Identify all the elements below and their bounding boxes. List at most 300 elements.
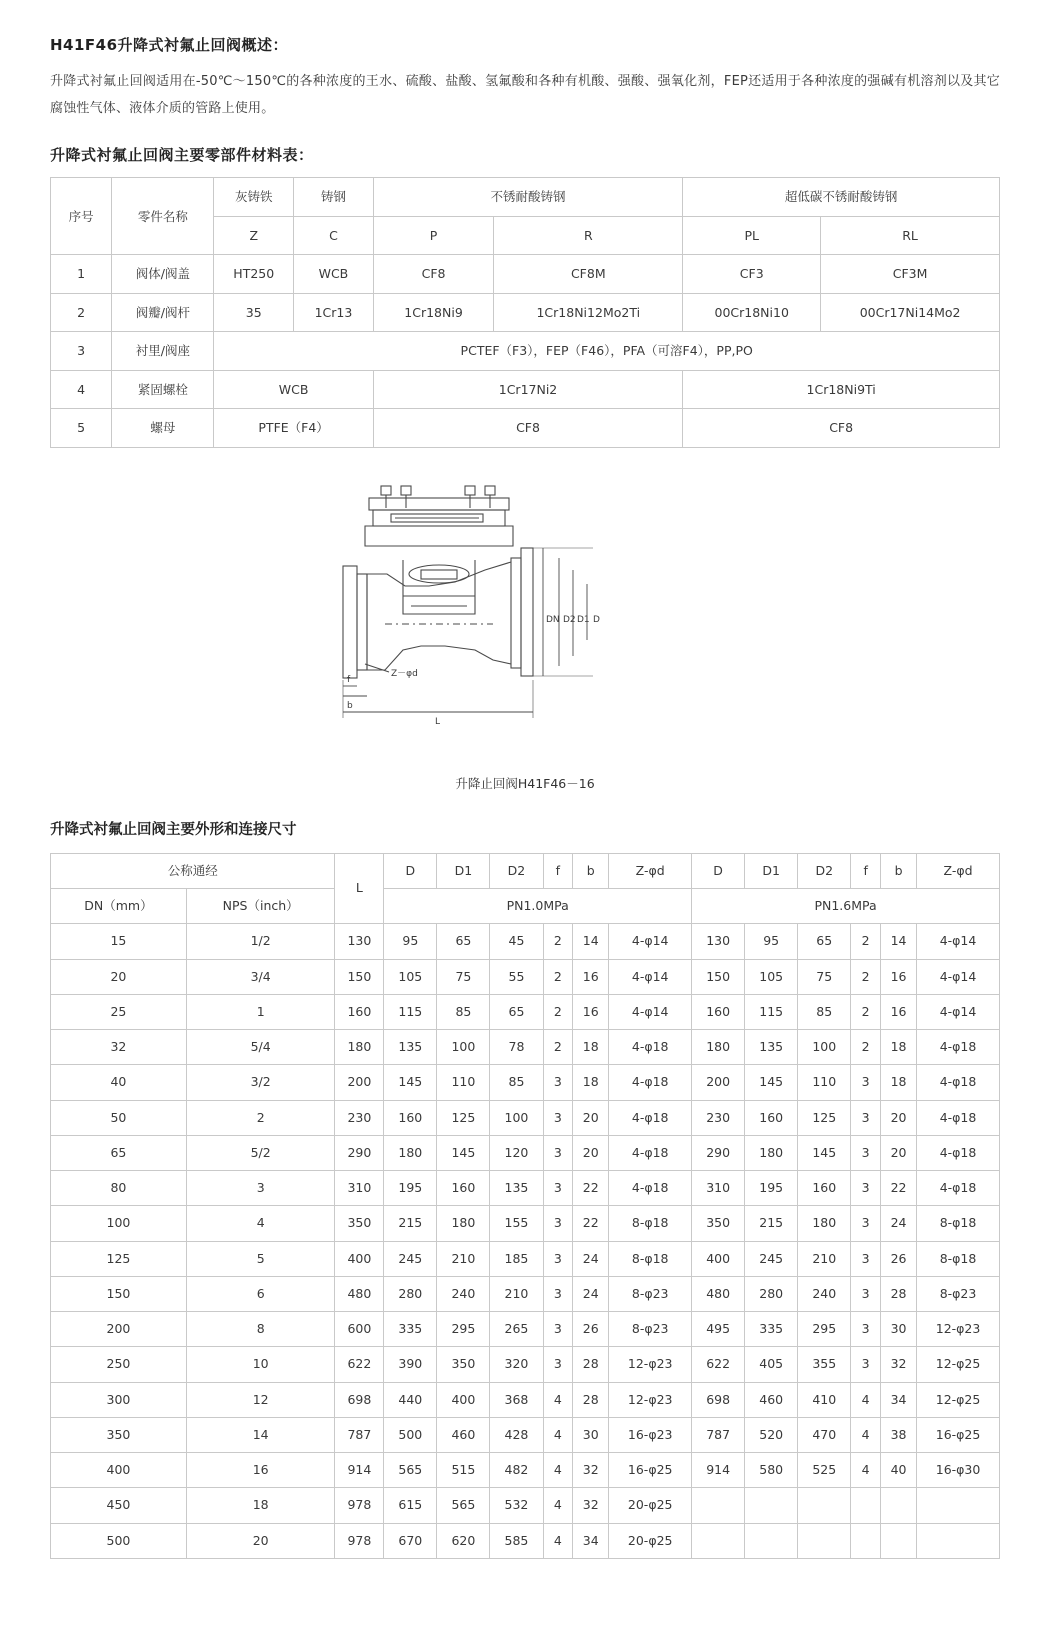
cell-b-pn16: 20: [881, 1135, 917, 1170]
cell-f-pn10: 2: [543, 1030, 573, 1065]
th-part-name: 零件名称: [112, 178, 214, 255]
cell-b-pn10: 26: [573, 1312, 609, 1347]
cell-d2-pn16: [798, 1488, 851, 1523]
cell-d2-pn16: 85: [798, 994, 851, 1029]
cell-zphid-pn16: [917, 1488, 1000, 1523]
cell-d-pn10: 95: [384, 924, 437, 959]
cell-zphid-pn10: 4-φ14: [609, 994, 692, 1029]
cell-b-pn16: 30: [881, 1312, 917, 1347]
cell-d2-pn10: 78: [490, 1030, 543, 1065]
cell-b-pn10: 32: [573, 1453, 609, 1488]
cell-d1-pn10: 295: [437, 1312, 490, 1347]
cell-zphid-pn10: 8-φ18: [609, 1241, 692, 1276]
cell-d1-pn10: 100: [437, 1030, 490, 1065]
cell-zphid-pn10: 20-φ25: [609, 1523, 692, 1558]
cell-d2-pn16: 240: [798, 1276, 851, 1311]
th-code-r: R: [494, 216, 683, 255]
cell-d2-pn10: 155: [490, 1206, 543, 1241]
cell-part: 紧固螺栓: [112, 370, 214, 409]
cell-zphid-pn16: 4-φ14: [917, 924, 1000, 959]
cell-d2-pn10: 532: [490, 1488, 543, 1523]
cell-b-pn10: 30: [573, 1417, 609, 1452]
cell-f-pn16: 3: [851, 1206, 881, 1241]
cell-f-pn10: 4: [543, 1382, 573, 1417]
table-row: [51, 1453, 1000, 1488]
cell-d2-pn16: 470: [798, 1417, 851, 1452]
cell-d1-pn10: 65: [437, 924, 490, 959]
materials-title: 升降式衬氟止回阀主要零部件材料表：: [50, 146, 314, 165]
table-row: [51, 1135, 1000, 1170]
cell-d2-pn16: 125: [798, 1100, 851, 1135]
cell-z: HT250: [214, 255, 294, 294]
cell-d-pn10: 215: [384, 1206, 437, 1241]
cell-zphid-pn10: 8-φ23: [609, 1276, 692, 1311]
cell-d2-pn10: 100: [490, 1100, 543, 1135]
cell-f-pn10: 3: [543, 1100, 573, 1135]
cell-d1-pn10: 110: [437, 1065, 490, 1100]
cell-nps: 1: [186, 994, 335, 1029]
dimensions-header-row-2: [51, 889, 1000, 924]
th-stainless-acid-steel: 不锈耐酸铸钢: [373, 178, 683, 217]
cell-d1-pn16: 520: [745, 1417, 798, 1452]
th-zphid-pn10: Z-φd: [609, 853, 692, 888]
cell-nut-b: CF8: [373, 409, 683, 448]
cell-d2-pn16: 355: [798, 1347, 851, 1382]
cell-d2-pn16: 160: [798, 1171, 851, 1206]
label-z-phi-d: Z－φd: [391, 668, 418, 679]
cell-dn: 20: [51, 959, 187, 994]
cell-d2-pn16: 75: [798, 959, 851, 994]
cell-d1-pn10: 125: [437, 1100, 490, 1135]
cell-l: 480: [335, 1276, 384, 1311]
table-row: [51, 1030, 1000, 1065]
cell-d1-pn16: 215: [745, 1206, 798, 1241]
cell-no: 3: [51, 332, 112, 371]
th-gray-iron: 灰铸铁: [214, 178, 294, 217]
table-row: [51, 1276, 1000, 1311]
cell-nut-c: CF8: [683, 409, 1000, 448]
dimensions-title: 升降式衬氟止回阀主要外形和连接尺寸: [50, 821, 297, 838]
table-row: [51, 370, 1000, 409]
th-b-pn10: b: [573, 853, 609, 888]
cell-f-pn16: 4: [851, 1453, 881, 1488]
cell-b-pn10: 32: [573, 1488, 609, 1523]
cell-b-pn16: 26: [881, 1241, 917, 1276]
table-row: [51, 924, 1000, 959]
cell-d2-pn16: 100: [798, 1030, 851, 1065]
cell-l: 160: [335, 994, 384, 1029]
overview-paragraph: 升降式衬氟止回阀适用在-50℃～150℃的各种浓度的王水、硫酸、盐酸、氢氟酸和各种有机酸、强酸、强氧化剂，FEP还适用于各种浓度的强碱有机溶剂以及其它腐蚀性气体、液体介质的管路上使用。: [50, 74, 1000, 116]
cell-d2-pn10: 210: [490, 1276, 543, 1311]
cell-d2-pn16: 295: [798, 1312, 851, 1347]
cell-b-pn16: 22: [881, 1171, 917, 1206]
th-code-z: Z: [214, 216, 294, 255]
dimensions-table: [50, 853, 1000, 1559]
cell-b-pn16: 28: [881, 1276, 917, 1311]
cell-d-pn16: 698: [692, 1382, 745, 1417]
materials-table: [50, 177, 1000, 448]
cell-d-pn10: 180: [384, 1135, 437, 1170]
cell-no: 5: [51, 409, 112, 448]
cell-dn: 500: [51, 1523, 187, 1558]
cell-b-pn16: 18: [881, 1065, 917, 1100]
cell-f-pn16: 2: [851, 1030, 881, 1065]
cell-f-pn16: 2: [851, 924, 881, 959]
cell-nut-a: PTFE（F4）: [214, 409, 373, 448]
materials-header-row-1: [51, 178, 1000, 217]
cell-zphid-pn16: 4-φ18: [917, 1135, 1000, 1170]
cell-r: 1Cr18Ni12Mo2Ti: [494, 293, 683, 332]
cell-d1-pn10: 400: [437, 1382, 490, 1417]
cell-zphid-pn16: 4-φ14: [917, 994, 1000, 1029]
table-row: [51, 1382, 1000, 1417]
cell-d2-pn16: 410: [798, 1382, 851, 1417]
cell-nps: 14: [186, 1417, 335, 1452]
cell-d-pn10: 280: [384, 1276, 437, 1311]
th-d-pn16: D: [692, 853, 745, 888]
cell-no: 1: [51, 255, 112, 294]
cell-d-pn10: 105: [384, 959, 437, 994]
cell-d-pn10: 115: [384, 994, 437, 1029]
cell-b-pn16: 34: [881, 1382, 917, 1417]
cell-f-pn16: 2: [851, 994, 881, 1029]
cell-b-pn16: 24: [881, 1206, 917, 1241]
valve-technical-drawing-svg: [325, 474, 725, 764]
cell-b-pn10: 16: [573, 959, 609, 994]
cell-nps: 10: [186, 1347, 335, 1382]
th-b-pn16: b: [881, 853, 917, 888]
cell-zphid-pn10: 4-φ18: [609, 1030, 692, 1065]
th-pn16: PN1.6MPa: [692, 889, 1000, 924]
cell-d-pn16: 230: [692, 1100, 745, 1135]
cell-d-pn16: 480: [692, 1276, 745, 1311]
cell-nps: 6: [186, 1276, 335, 1311]
cell-dn: 80: [51, 1171, 187, 1206]
table-row: [51, 1065, 1000, 1100]
cell-f-pn16: 4: [851, 1382, 881, 1417]
cell-d2-pn10: 482: [490, 1453, 543, 1488]
th-code-p: P: [373, 216, 494, 255]
cell-d2-pn10: 265: [490, 1312, 543, 1347]
cell-b-pn10: 20: [573, 1135, 609, 1170]
label-f: f: [347, 674, 351, 685]
cell-zphid-pn16: 12-φ23: [917, 1312, 1000, 1347]
cell-d1-pn16: [745, 1488, 798, 1523]
cell-l: 180: [335, 1030, 384, 1065]
cell-dn: 250: [51, 1347, 187, 1382]
cell-d-pn16: 130: [692, 924, 745, 959]
cell-d-pn16: 200: [692, 1065, 745, 1100]
cell-d2-pn16: 145: [798, 1135, 851, 1170]
cell-b-pn10: 18: [573, 1030, 609, 1065]
table-row: [51, 332, 1000, 371]
cell-d1-pn10: 460: [437, 1417, 490, 1452]
cell-d1-pn10: 145: [437, 1135, 490, 1170]
cell-l: 400: [335, 1241, 384, 1276]
cell-nps: 8: [186, 1312, 335, 1347]
cell-d2-pn10: 55: [490, 959, 543, 994]
th-zphid-pn16: Z-φd: [917, 853, 1000, 888]
cell-f-pn10: 3: [543, 1135, 573, 1170]
cell-p: 1Cr18Ni9: [373, 293, 494, 332]
cell-d2-pn10: 135: [490, 1171, 543, 1206]
cell-f-pn10: 4: [543, 1523, 573, 1558]
cell-d-pn16: [692, 1488, 745, 1523]
cell-d2-pn10: 65: [490, 994, 543, 1029]
label-dn: DN: [546, 614, 560, 625]
cell-z: 35: [214, 293, 294, 332]
cell-d2-pn16: 65: [798, 924, 851, 959]
cell-nps: 5/2: [186, 1135, 335, 1170]
cell-bolt-b: 1Cr17Ni2: [373, 370, 683, 409]
cell-l: 978: [335, 1523, 384, 1558]
cell-d2-pn10: 120: [490, 1135, 543, 1170]
th-nps-inch: NPS（inch）: [186, 889, 335, 924]
cell-zphid-pn16: 16-φ30: [917, 1453, 1000, 1488]
cell-zphid-pn16: 8-φ18: [917, 1206, 1000, 1241]
cell-nps: 16: [186, 1453, 335, 1488]
cell-zphid-pn16: 4-φ18: [917, 1171, 1000, 1206]
cell-r: CF8M: [494, 255, 683, 294]
cell-d-pn10: 500: [384, 1417, 437, 1452]
cell-f-pn10: 2: [543, 924, 573, 959]
cell-f-pn10: 3: [543, 1241, 573, 1276]
cell-d2-pn10: 320: [490, 1347, 543, 1382]
cell-d1-pn16: 105: [745, 959, 798, 994]
cell-f-pn16: [851, 1523, 881, 1558]
cell-zphid-pn16: 4-φ18: [917, 1065, 1000, 1100]
cell-d2-pn16: 180: [798, 1206, 851, 1241]
cell-d1-pn16: 580: [745, 1453, 798, 1488]
cell-lining-seat: PCTEF（F3），FEP（F46），PFA（可溶F4），PP,PO: [214, 332, 1000, 371]
cell-b-pn10: 20: [573, 1100, 609, 1135]
cell-d-pn16: 400: [692, 1241, 745, 1276]
cell-nps: 5/4: [186, 1030, 335, 1065]
cell-d-pn16: 290: [692, 1135, 745, 1170]
table-row: [51, 1171, 1000, 1206]
cell-d1-pn16: 145: [745, 1065, 798, 1100]
cell-nps: 4: [186, 1206, 335, 1241]
cell-b-pn10: 22: [573, 1171, 609, 1206]
cell-d1-pn16: 135: [745, 1030, 798, 1065]
cell-f-pn10: 4: [543, 1417, 573, 1452]
cell-dn: 32: [51, 1030, 187, 1065]
cell-f-pn10: 3: [543, 1206, 573, 1241]
cell-d1-pn10: 75: [437, 959, 490, 994]
cell-b-pn10: 16: [573, 994, 609, 1029]
cell-nps: 3/2: [186, 1065, 335, 1100]
table-row: [51, 1312, 1000, 1347]
cell-nps: 3: [186, 1171, 335, 1206]
cell-d-pn16: 495: [692, 1312, 745, 1347]
th-d2-pn10: D2: [490, 853, 543, 888]
cell-zphid-pn16: 4-φ18: [917, 1030, 1000, 1065]
cell-zphid-pn10: 16-φ23: [609, 1417, 692, 1452]
cell-dn: 100: [51, 1206, 187, 1241]
cell-d2-pn10: 428: [490, 1417, 543, 1452]
cell-dn: 350: [51, 1417, 187, 1452]
cell-f-pn10: 3: [543, 1347, 573, 1382]
th-d1-pn10: D1: [437, 853, 490, 888]
cell-d1-pn16: 180: [745, 1135, 798, 1170]
cell-part: 衬里/阀座: [112, 332, 214, 371]
cell-p: CF8: [373, 255, 494, 294]
cell-d-pn10: 245: [384, 1241, 437, 1276]
cell-dn: 300: [51, 1382, 187, 1417]
cell-zphid-pn16: 12-φ25: [917, 1347, 1000, 1382]
cell-zphid-pn10: 12-φ23: [609, 1347, 692, 1382]
th-code-rl: RL: [821, 216, 1000, 255]
th-low-carbon-stainless: 超低碳不锈耐酸铸钢: [683, 178, 1000, 217]
cell-dn: 65: [51, 1135, 187, 1170]
cell-f-pn10: 2: [543, 994, 573, 1029]
table-row: [51, 1241, 1000, 1276]
th-cast-steel: 铸钢: [294, 178, 374, 217]
cell-d1-pn16: 280: [745, 1276, 798, 1311]
table-row: [51, 1488, 1000, 1523]
cell-zphid-pn10: 16-φ25: [609, 1453, 692, 1488]
cell-dn: 50: [51, 1100, 187, 1135]
cell-l: 310: [335, 1171, 384, 1206]
cell-l: 978: [335, 1488, 384, 1523]
th-code-pl: PL: [683, 216, 821, 255]
cell-nps: 1/2: [186, 924, 335, 959]
cell-dn: 40: [51, 1065, 187, 1100]
cell-d-pn16: 160: [692, 994, 745, 1029]
cell-d-pn16: 310: [692, 1171, 745, 1206]
cell-b-pn16: 20: [881, 1100, 917, 1135]
label-d2: D2: [563, 614, 576, 625]
cell-d-pn16: 150: [692, 959, 745, 994]
cell-d1-pn10: 210: [437, 1241, 490, 1276]
cell-d-pn10: 135: [384, 1030, 437, 1065]
cell-b-pn10: 24: [573, 1276, 609, 1311]
cell-l: 698: [335, 1382, 384, 1417]
table-row: [51, 1417, 1000, 1452]
cell-d2-pn10: 585: [490, 1523, 543, 1558]
th-d-pn10: D: [384, 853, 437, 888]
th-length-l: L: [335, 853, 384, 924]
cell-b-pn16: 38: [881, 1417, 917, 1452]
cell-d1-pn16: 115: [745, 994, 798, 1029]
cell-f-pn10: 3: [543, 1065, 573, 1100]
cell-d-pn16: 350: [692, 1206, 745, 1241]
cell-d1-pn10: 160: [437, 1171, 490, 1206]
cell-d1-pn10: 350: [437, 1347, 490, 1382]
cell-f-pn16: 3: [851, 1347, 881, 1382]
cell-zphid-pn16: 12-φ25: [917, 1382, 1000, 1417]
cell-b-pn16: 40: [881, 1453, 917, 1488]
cell-b-pn16: 32: [881, 1347, 917, 1382]
cell-dn: 125: [51, 1241, 187, 1276]
cell-d-pn10: 160: [384, 1100, 437, 1135]
cell-b-pn10: 14: [573, 924, 609, 959]
cell-f-pn10: 4: [543, 1488, 573, 1523]
cell-zphid-pn16: [917, 1523, 1000, 1558]
cell-f-pn16: 4: [851, 1417, 881, 1452]
cell-d-pn10: 195: [384, 1171, 437, 1206]
cell-nps: 2: [186, 1100, 335, 1135]
label-d1: D1: [577, 614, 590, 625]
th-f-pn10: f: [543, 853, 573, 888]
cell-l: 200: [335, 1065, 384, 1100]
cell-d-pn10: 390: [384, 1347, 437, 1382]
cell-zphid-pn16: 16-φ25: [917, 1417, 1000, 1452]
cell-d1-pn10: 620: [437, 1523, 490, 1558]
dimensions-header-row-1: [51, 853, 1000, 888]
cell-d1-pn16: 405: [745, 1347, 798, 1382]
cell-d-pn10: 565: [384, 1453, 437, 1488]
cell-zphid-pn10: 12-φ23: [609, 1382, 692, 1417]
th-nominal-bore: 公称通经: [51, 853, 335, 888]
cell-no: 4: [51, 370, 112, 409]
cell-f-pn10: 2: [543, 959, 573, 994]
cell-b-pn16: 16: [881, 959, 917, 994]
cell-f-pn16: 3: [851, 1241, 881, 1276]
cell-zphid-pn16: 4-φ18: [917, 1100, 1000, 1135]
table-row: [51, 959, 1000, 994]
cell-d-pn16: 180: [692, 1030, 745, 1065]
cell-f-pn16: 3: [851, 1065, 881, 1100]
cell-d-pn16: 914: [692, 1453, 745, 1488]
cell-zphid-pn10: 4-φ14: [609, 959, 692, 994]
cell-f-pn16: 3: [851, 1100, 881, 1135]
cell-b-pn10: 28: [573, 1347, 609, 1382]
cell-d-pn10: 335: [384, 1312, 437, 1347]
cell-zphid-pn16: 8-φ23: [917, 1276, 1000, 1311]
cell-zphid-pn10: 4-φ18: [609, 1100, 692, 1135]
cell-d1-pn16: 160: [745, 1100, 798, 1135]
cell-dn: 15: [51, 924, 187, 959]
cell-l: 290: [335, 1135, 384, 1170]
cell-nps: 5: [186, 1241, 335, 1276]
cell-d2-pn10: 185: [490, 1241, 543, 1276]
cell-b-pn16: 14: [881, 924, 917, 959]
label-d: D: [593, 614, 600, 625]
cell-d1-pn16: [745, 1523, 798, 1558]
cell-dn: 450: [51, 1488, 187, 1523]
cell-b-pn10: 34: [573, 1523, 609, 1558]
cell-b-pn16: [881, 1523, 917, 1558]
th-dn-mm: DN（mm）: [51, 889, 187, 924]
cell-d2-pn10: 45: [490, 924, 543, 959]
cell-zphid-pn10: 4-φ18: [609, 1065, 692, 1100]
cell-f-pn10: 3: [543, 1312, 573, 1347]
cell-b-pn16: 18: [881, 1030, 917, 1065]
cell-d2-pn16: 110: [798, 1065, 851, 1100]
cell-d1-pn16: 195: [745, 1171, 798, 1206]
valve-drawing: [50, 474, 1000, 768]
cell-d2-pn16: 525: [798, 1453, 851, 1488]
cell-part: 螺母: [112, 409, 214, 448]
cell-c: WCB: [294, 255, 374, 294]
table-row: [51, 255, 1000, 294]
cell-c: 1Cr13: [294, 293, 374, 332]
cell-part: 阀瓣/阀杆: [112, 293, 214, 332]
table-row: [51, 1347, 1000, 1382]
cell-f-pn16: 3: [851, 1135, 881, 1170]
cell-zphid-pn16: 8-φ18: [917, 1241, 1000, 1276]
cell-f-pn10: 4: [543, 1453, 573, 1488]
cell-f-pn16: 3: [851, 1312, 881, 1347]
cell-d1-pn10: 240: [437, 1276, 490, 1311]
cell-d-pn16: [692, 1523, 745, 1558]
overview-title: H41F46升降式衬氟止回阀概述：: [50, 36, 289, 54]
cell-b-pn10: 28: [573, 1382, 609, 1417]
th-f-pn16: f: [851, 853, 881, 888]
cell-b-pn10: 22: [573, 1206, 609, 1241]
cell-d-pn10: 440: [384, 1382, 437, 1417]
